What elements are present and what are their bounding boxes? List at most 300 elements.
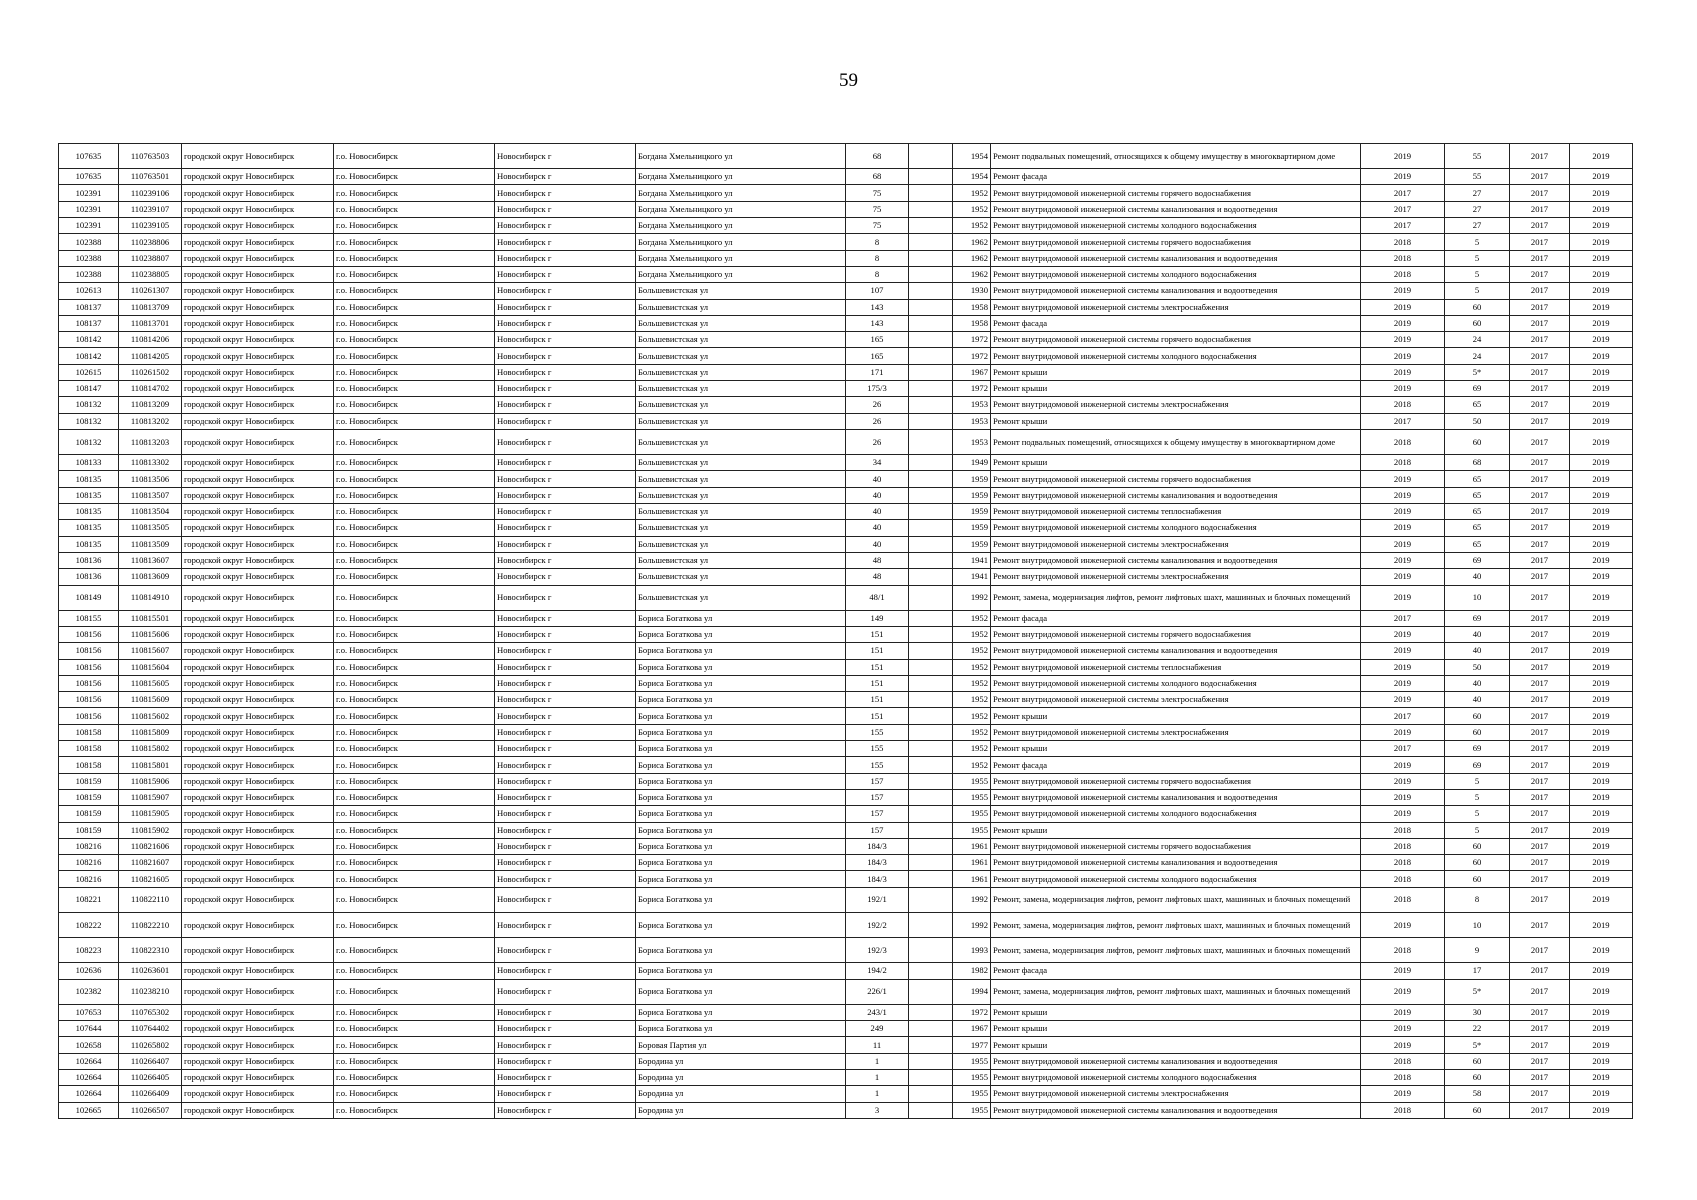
house-id-cell: 102388 xyxy=(59,234,119,250)
municipality-cell: г.о. Новосибирск xyxy=(334,938,495,963)
city-cell: Новосибирск г xyxy=(495,429,636,454)
municipal-district-cell: городской округ Новосибирск xyxy=(182,397,334,413)
work-id-cell: 110815605 xyxy=(119,675,182,691)
planned-year-cell: 2017 xyxy=(1361,413,1445,429)
municipal-district-cell: городской округ Новосибирск xyxy=(182,144,334,169)
house-id-cell: 108142 xyxy=(59,348,119,364)
table-row xyxy=(59,283,1633,299)
house-id-cell: 102613 xyxy=(59,283,119,299)
work-type-cell: Ремонт внутридомовой инженерной системы теплоснабжения xyxy=(991,659,1361,675)
municipality-cell: г.о. Новосибирск xyxy=(334,569,495,585)
period-end-cell: 2019 xyxy=(1570,299,1633,315)
house-number-cell: 226/1 xyxy=(846,979,909,1004)
period-end-cell: 2019 xyxy=(1570,626,1633,642)
municipal-district-cell: городской округ Новосибирск xyxy=(182,552,334,568)
table-row xyxy=(59,979,1633,1004)
table-row xyxy=(59,773,1633,789)
city-cell: Новосибирск г xyxy=(495,838,636,854)
municipal-district-cell: городской округ Новосибирск xyxy=(182,504,334,520)
municipal-district-cell: городской округ Новосибирск xyxy=(182,429,334,454)
planned-year-cell: 2019 xyxy=(1361,364,1445,380)
house-id-cell: 108142 xyxy=(59,332,119,348)
period-end-cell: 2019 xyxy=(1570,1053,1633,1069)
work-type-cell: Ремонт крыши xyxy=(991,741,1361,757)
wear-percent-cell: 27 xyxy=(1445,201,1510,217)
building-cell xyxy=(909,536,953,552)
house-number-cell: 26 xyxy=(846,413,909,429)
street-cell: Бориса Богаткова ул xyxy=(636,979,846,1004)
city-cell: Новосибирск г xyxy=(495,1086,636,1102)
wear-percent-cell: 65 xyxy=(1445,397,1510,413)
planned-year-cell: 2018 xyxy=(1361,234,1445,250)
work-id-cell: 110815902 xyxy=(119,822,182,838)
house-id-cell: 102658 xyxy=(59,1037,119,1053)
municipality-cell: г.о. Новосибирск xyxy=(334,234,495,250)
street-cell: Большевистская ул xyxy=(636,569,846,585)
building-cell xyxy=(909,364,953,380)
planned-year-cell: 2017 xyxy=(1361,741,1445,757)
house-number-cell: 3 xyxy=(846,1102,909,1118)
wear-percent-cell: 60 xyxy=(1445,1102,1510,1118)
city-cell: Новосибирск г xyxy=(495,520,636,536)
work-id-cell: 110813209 xyxy=(119,397,182,413)
period-end-cell: 2019 xyxy=(1570,266,1633,282)
municipality-cell: г.о. Новосибирск xyxy=(334,724,495,740)
municipal-district-cell: городской округ Новосибирск xyxy=(182,348,334,364)
wear-percent-cell: 60 xyxy=(1445,724,1510,740)
planned-year-cell: 2019 xyxy=(1361,773,1445,789)
building-cell xyxy=(909,413,953,429)
wear-percent-cell: 69 xyxy=(1445,757,1510,773)
work-id-cell: 110813701 xyxy=(119,315,182,331)
municipality-cell: г.о. Новосибирск xyxy=(334,643,495,659)
house-id-cell: 108222 xyxy=(59,912,119,937)
municipal-district-cell: городской округ Новосибирск xyxy=(182,364,334,380)
house-number-cell: 192/1 xyxy=(846,887,909,912)
municipal-district-cell: городской округ Новосибирск xyxy=(182,487,334,503)
municipality-cell: г.о. Новосибирск xyxy=(334,963,495,979)
house-number-cell: 143 xyxy=(846,299,909,315)
work-type-cell: Ремонт внутридомовой инженерной системы канализования и водоотведения xyxy=(991,552,1361,568)
table-row xyxy=(59,610,1633,626)
period-start-cell: 2017 xyxy=(1510,413,1570,429)
municipal-district-cell: городской округ Новосибирск xyxy=(182,283,334,299)
house-id-cell: 107635 xyxy=(59,144,119,169)
wear-percent-cell: 5* xyxy=(1445,364,1510,380)
building-cell xyxy=(909,250,953,266)
house-id-cell: 108156 xyxy=(59,675,119,691)
period-end-cell: 2019 xyxy=(1570,504,1633,520)
house-number-cell: 1 xyxy=(846,1053,909,1069)
planned-year-cell: 2019 xyxy=(1361,1086,1445,1102)
house-id-cell: 108216 xyxy=(59,838,119,854)
work-id-cell: 110763501 xyxy=(119,169,182,185)
build-year-cell: 1992 xyxy=(953,887,991,912)
house-number-cell: 194/2 xyxy=(846,963,909,979)
building-cell xyxy=(909,822,953,838)
municipality-cell: г.о. Новосибирск xyxy=(334,757,495,773)
city-cell: Новосибирск г xyxy=(495,822,636,838)
work-type-cell: Ремонт крыши xyxy=(991,822,1361,838)
municipal-district-cell: городской округ Новосибирск xyxy=(182,757,334,773)
wear-percent-cell: 24 xyxy=(1445,332,1510,348)
house-number-cell: 155 xyxy=(846,741,909,757)
municipal-district-cell: городской округ Новосибирск xyxy=(182,218,334,234)
period-start-cell: 2017 xyxy=(1510,1004,1570,1020)
build-year-cell: 1992 xyxy=(953,912,991,937)
work-id-cell: 110815905 xyxy=(119,806,182,822)
planned-year-cell: 2019 xyxy=(1361,144,1445,169)
build-year-cell: 1955 xyxy=(953,1069,991,1085)
house-number-cell: 40 xyxy=(846,487,909,503)
build-year-cell: 1952 xyxy=(953,185,991,201)
work-type-cell: Ремонт крыши xyxy=(991,413,1361,429)
municipality-cell: г.о. Новосибирск xyxy=(334,855,495,871)
period-end-cell: 2019 xyxy=(1570,487,1633,503)
wear-percent-cell: 50 xyxy=(1445,413,1510,429)
building-cell xyxy=(909,487,953,503)
work-id-cell: 110266405 xyxy=(119,1069,182,1085)
building-cell xyxy=(909,938,953,963)
work-id-cell: 110765302 xyxy=(119,1004,182,1020)
street-cell: Бориса Богаткова ул xyxy=(636,757,846,773)
work-id-cell: 110815501 xyxy=(119,610,182,626)
city-cell: Новосибирск г xyxy=(495,692,636,708)
building-cell xyxy=(909,838,953,854)
municipality-cell: г.о. Новосибирск xyxy=(334,822,495,838)
house-id-cell: 108216 xyxy=(59,871,119,887)
work-id-cell: 110266507 xyxy=(119,1102,182,1118)
work-id-cell: 110266407 xyxy=(119,1053,182,1069)
period-start-cell: 2017 xyxy=(1510,201,1570,217)
period-start-cell: 2017 xyxy=(1510,626,1570,642)
planned-year-cell: 2019 xyxy=(1361,979,1445,1004)
table-row xyxy=(59,708,1633,724)
municipal-district-cell: городской округ Новосибирск xyxy=(182,1021,334,1037)
work-type-cell: Ремонт, замена, модернизация лифтов, ремонт лифтовых шахт, машинных и блочных помещений xyxy=(991,585,1361,610)
table-row xyxy=(59,1069,1633,1085)
build-year-cell: 1952 xyxy=(953,626,991,642)
municipal-district-cell: городской округ Новосибирск xyxy=(182,724,334,740)
street-cell: Бориса Богаткова ул xyxy=(636,822,846,838)
build-year-cell: 1955 xyxy=(953,1053,991,1069)
building-cell xyxy=(909,234,953,250)
street-cell: Бородина ул xyxy=(636,1102,846,1118)
street-cell: Бориса Богаткова ул xyxy=(636,912,846,937)
street-cell: Большевистская ул xyxy=(636,364,846,380)
city-cell: Новосибирск г xyxy=(495,659,636,675)
building-cell xyxy=(909,585,953,610)
planned-year-cell: 2019 xyxy=(1361,1004,1445,1020)
work-type-cell: Ремонт внутридомовой инженерной системы холодного водоснабжения xyxy=(991,806,1361,822)
wear-percent-cell: 5* xyxy=(1445,979,1510,1004)
municipality-cell: г.о. Новосибирск xyxy=(334,675,495,691)
building-cell xyxy=(909,675,953,691)
work-id-cell: 110821607 xyxy=(119,855,182,871)
city-cell: Новосибирск г xyxy=(495,185,636,201)
table-row xyxy=(59,626,1633,642)
table-row xyxy=(59,806,1633,822)
period-start-cell: 2017 xyxy=(1510,692,1570,708)
build-year-cell: 1953 xyxy=(953,397,991,413)
municipality-cell: г.о. Новосибирск xyxy=(334,1037,495,1053)
municipal-district-cell: городской округ Новосибирск xyxy=(182,1037,334,1053)
table-row xyxy=(59,348,1633,364)
work-type-cell: Ремонт внутридомовой инженерной системы горячего водоснабжения xyxy=(991,185,1361,201)
work-type-cell: Ремонт внутридомовой инженерной системы электроснабжения xyxy=(991,299,1361,315)
work-type-cell: Ремонт внутридомовой инженерной системы канализования и водоотведения xyxy=(991,201,1361,217)
wear-percent-cell: 40 xyxy=(1445,675,1510,691)
wear-percent-cell: 5 xyxy=(1445,789,1510,805)
work-id-cell: 110261307 xyxy=(119,283,182,299)
table-row xyxy=(59,692,1633,708)
table-row xyxy=(59,332,1633,348)
wear-percent-cell: 5 xyxy=(1445,250,1510,266)
building-cell xyxy=(909,169,953,185)
city-cell: Новосибирск г xyxy=(495,144,636,169)
wear-percent-cell: 10 xyxy=(1445,585,1510,610)
build-year-cell: 1952 xyxy=(953,218,991,234)
municipal-district-cell: городской округ Новосибирск xyxy=(182,536,334,552)
table-row xyxy=(59,912,1633,937)
wear-percent-cell: 5 xyxy=(1445,822,1510,838)
house-id-cell: 102382 xyxy=(59,979,119,1004)
city-cell: Новосибирск г xyxy=(495,1004,636,1020)
city-cell: Новосибирск г xyxy=(495,471,636,487)
municipality-cell: г.о. Новосибирск xyxy=(334,692,495,708)
building-cell xyxy=(909,643,953,659)
work-id-cell: 110813609 xyxy=(119,569,182,585)
table-row xyxy=(59,552,1633,568)
street-cell: Богдана Хмельницкого ул xyxy=(636,266,846,282)
house-number-cell: 165 xyxy=(846,332,909,348)
municipality-cell: г.о. Новосибирск xyxy=(334,250,495,266)
table-row xyxy=(59,234,1633,250)
street-cell: Большевистская ул xyxy=(636,552,846,568)
wear-percent-cell: 5 xyxy=(1445,283,1510,299)
building-cell xyxy=(909,1053,953,1069)
municipal-district-cell: городской округ Новосибирск xyxy=(182,912,334,937)
period-start-cell: 2017 xyxy=(1510,757,1570,773)
house-number-cell: 151 xyxy=(846,643,909,659)
building-cell xyxy=(909,332,953,348)
work-id-cell: 110813504 xyxy=(119,504,182,520)
municipal-district-cell: городской округ Новосибирск xyxy=(182,250,334,266)
table-row xyxy=(59,1102,1633,1118)
house-id-cell: 102388 xyxy=(59,266,119,282)
house-number-cell: 192/3 xyxy=(846,938,909,963)
work-id-cell: 110815602 xyxy=(119,708,182,724)
period-start-cell: 2017 xyxy=(1510,1086,1570,1102)
period-end-cell: 2019 xyxy=(1570,283,1633,299)
street-cell: Большевистская ул xyxy=(636,471,846,487)
municipality-cell: г.о. Новосибирск xyxy=(334,283,495,299)
table-row xyxy=(59,520,1633,536)
municipality-cell: г.о. Новосибирск xyxy=(334,659,495,675)
municipality-cell: г.о. Новосибирск xyxy=(334,626,495,642)
city-cell: Новосибирск г xyxy=(495,364,636,380)
municipality-cell: г.о. Новосибирск xyxy=(334,585,495,610)
house-number-cell: 184/3 xyxy=(846,855,909,871)
period-end-cell: 2019 xyxy=(1570,169,1633,185)
house-id-cell: 108156 xyxy=(59,692,119,708)
build-year-cell: 1962 xyxy=(953,266,991,282)
planned-year-cell: 2018 xyxy=(1361,1069,1445,1085)
period-end-cell: 2019 xyxy=(1570,855,1633,871)
work-id-cell: 110763503 xyxy=(119,144,182,169)
building-cell xyxy=(909,1086,953,1102)
wear-percent-cell: 69 xyxy=(1445,381,1510,397)
house-number-cell: 26 xyxy=(846,397,909,413)
house-id-cell: 108132 xyxy=(59,429,119,454)
period-start-cell: 2017 xyxy=(1510,299,1570,315)
municipal-district-cell: городской округ Новосибирск xyxy=(182,871,334,887)
work-id-cell: 110813709 xyxy=(119,299,182,315)
table-row xyxy=(59,659,1633,675)
house-number-cell: 8 xyxy=(846,266,909,282)
build-year-cell: 1958 xyxy=(953,315,991,331)
table-row xyxy=(59,536,1633,552)
period-start-cell: 2017 xyxy=(1510,471,1570,487)
street-cell: Бориса Богаткова ул xyxy=(636,1004,846,1020)
period-start-cell: 2017 xyxy=(1510,643,1570,659)
build-year-cell: 1959 xyxy=(953,504,991,520)
period-start-cell: 2017 xyxy=(1510,348,1570,364)
period-end-cell: 2019 xyxy=(1570,429,1633,454)
municipality-cell: г.о. Новосибирск xyxy=(334,838,495,854)
planned-year-cell: 2018 xyxy=(1361,250,1445,266)
municipal-district-cell: городской округ Новосибирск xyxy=(182,520,334,536)
street-cell: Большевистская ул xyxy=(636,504,846,520)
wear-percent-cell: 8 xyxy=(1445,887,1510,912)
street-cell: Бориса Богаткова ул xyxy=(636,773,846,789)
building-cell xyxy=(909,299,953,315)
period-end-cell: 2019 xyxy=(1570,364,1633,380)
period-end-cell: 2019 xyxy=(1570,1069,1633,1085)
building-cell xyxy=(909,315,953,331)
table-row xyxy=(59,429,1633,454)
municipal-district-cell: городской округ Новосибирск xyxy=(182,838,334,854)
street-cell: Большевистская ул xyxy=(636,348,846,364)
work-type-cell: Ремонт фасада xyxy=(991,757,1361,773)
work-id-cell: 110813203 xyxy=(119,429,182,454)
wear-percent-cell: 65 xyxy=(1445,487,1510,503)
planned-year-cell: 2019 xyxy=(1361,1037,1445,1053)
house-id-cell: 108136 xyxy=(59,552,119,568)
build-year-cell: 1972 xyxy=(953,1004,991,1020)
table-row xyxy=(59,822,1633,838)
municipal-district-cell: городской округ Новосибирск xyxy=(182,1102,334,1118)
city-cell: Новосибирск г xyxy=(495,643,636,659)
building-cell xyxy=(909,266,953,282)
house-number-cell: 157 xyxy=(846,773,909,789)
build-year-cell: 1930 xyxy=(953,283,991,299)
period-end-cell: 2019 xyxy=(1570,218,1633,234)
municipal-district-cell: городской округ Новосибирск xyxy=(182,332,334,348)
period-start-cell: 2017 xyxy=(1510,855,1570,871)
street-cell: Большевистская ул xyxy=(636,455,846,471)
work-type-cell: Ремонт внутридомовой инженерной системы горячего водоснабжения xyxy=(991,626,1361,642)
building-cell xyxy=(909,887,953,912)
planned-year-cell: 2019 xyxy=(1361,675,1445,691)
work-id-cell: 110813507 xyxy=(119,487,182,503)
building-cell xyxy=(909,741,953,757)
municipality-cell: г.о. Новосибирск xyxy=(334,610,495,626)
planned-year-cell: 2018 xyxy=(1361,266,1445,282)
build-year-cell: 1977 xyxy=(953,1037,991,1053)
table-row xyxy=(59,1086,1633,1102)
work-type-cell: Ремонт внутридомовой инженерной системы теплоснабжения xyxy=(991,504,1361,520)
municipal-district-cell: городской округ Новосибирск xyxy=(182,471,334,487)
city-cell: Новосибирск г xyxy=(495,413,636,429)
municipal-district-cell: городской округ Новосибирск xyxy=(182,169,334,185)
wear-percent-cell: 60 xyxy=(1445,1069,1510,1085)
city-cell: Новосибирск г xyxy=(495,1102,636,1118)
period-end-cell: 2019 xyxy=(1570,1102,1633,1118)
house-number-cell: 192/2 xyxy=(846,912,909,937)
building-cell xyxy=(909,1069,953,1085)
period-start-cell: 2017 xyxy=(1510,315,1570,331)
wear-percent-cell: 40 xyxy=(1445,643,1510,659)
city-cell: Новосибирск г xyxy=(495,610,636,626)
build-year-cell: 1972 xyxy=(953,381,991,397)
work-id-cell: 110764402 xyxy=(119,1021,182,1037)
period-start-cell: 2017 xyxy=(1510,773,1570,789)
work-id-cell: 110815802 xyxy=(119,741,182,757)
period-start-cell: 2017 xyxy=(1510,218,1570,234)
municipality-cell: г.о. Новосибирск xyxy=(334,364,495,380)
house-id-cell: 108137 xyxy=(59,299,119,315)
street-cell: Бориса Богаткова ул xyxy=(636,963,846,979)
period-start-cell: 2017 xyxy=(1510,144,1570,169)
house-number-cell: 243/1 xyxy=(846,1004,909,1020)
period-end-cell: 2019 xyxy=(1570,757,1633,773)
work-id-cell: 110821605 xyxy=(119,871,182,887)
house-id-cell: 108149 xyxy=(59,585,119,610)
house-number-cell: 40 xyxy=(846,471,909,487)
table-row xyxy=(59,855,1633,871)
period-end-cell: 2019 xyxy=(1570,938,1633,963)
build-year-cell: 1994 xyxy=(953,979,991,1004)
period-start-cell: 2017 xyxy=(1510,552,1570,568)
city-cell: Новосибирск г xyxy=(495,504,636,520)
municipality-cell: г.о. Новосибирск xyxy=(334,455,495,471)
house-id-cell: 108156 xyxy=(59,643,119,659)
work-type-cell: Ремонт крыши xyxy=(991,364,1361,380)
period-end-cell: 2019 xyxy=(1570,741,1633,757)
wear-percent-cell: 55 xyxy=(1445,169,1510,185)
period-end-cell: 2019 xyxy=(1570,536,1633,552)
house-number-cell: 1 xyxy=(846,1086,909,1102)
house-number-cell: 26 xyxy=(846,429,909,454)
house-id-cell: 102391 xyxy=(59,218,119,234)
build-year-cell: 1959 xyxy=(953,487,991,503)
street-cell: Боровая Партия ул xyxy=(636,1037,846,1053)
building-cell xyxy=(909,397,953,413)
house-number-cell: 155 xyxy=(846,724,909,740)
planned-year-cell: 2018 xyxy=(1361,822,1445,838)
period-start-cell: 2017 xyxy=(1510,487,1570,503)
period-start-cell: 2017 xyxy=(1510,585,1570,610)
table-row xyxy=(59,1004,1633,1020)
municipal-district-cell: городской округ Новосибирск xyxy=(182,1053,334,1069)
period-end-cell: 2019 xyxy=(1570,838,1633,854)
period-end-cell: 2019 xyxy=(1570,675,1633,691)
municipality-cell: г.о. Новосибирск xyxy=(334,979,495,1004)
build-year-cell: 1993 xyxy=(953,938,991,963)
municipality-cell: г.о. Новосибирск xyxy=(334,487,495,503)
street-cell: Большевистская ул xyxy=(636,536,846,552)
